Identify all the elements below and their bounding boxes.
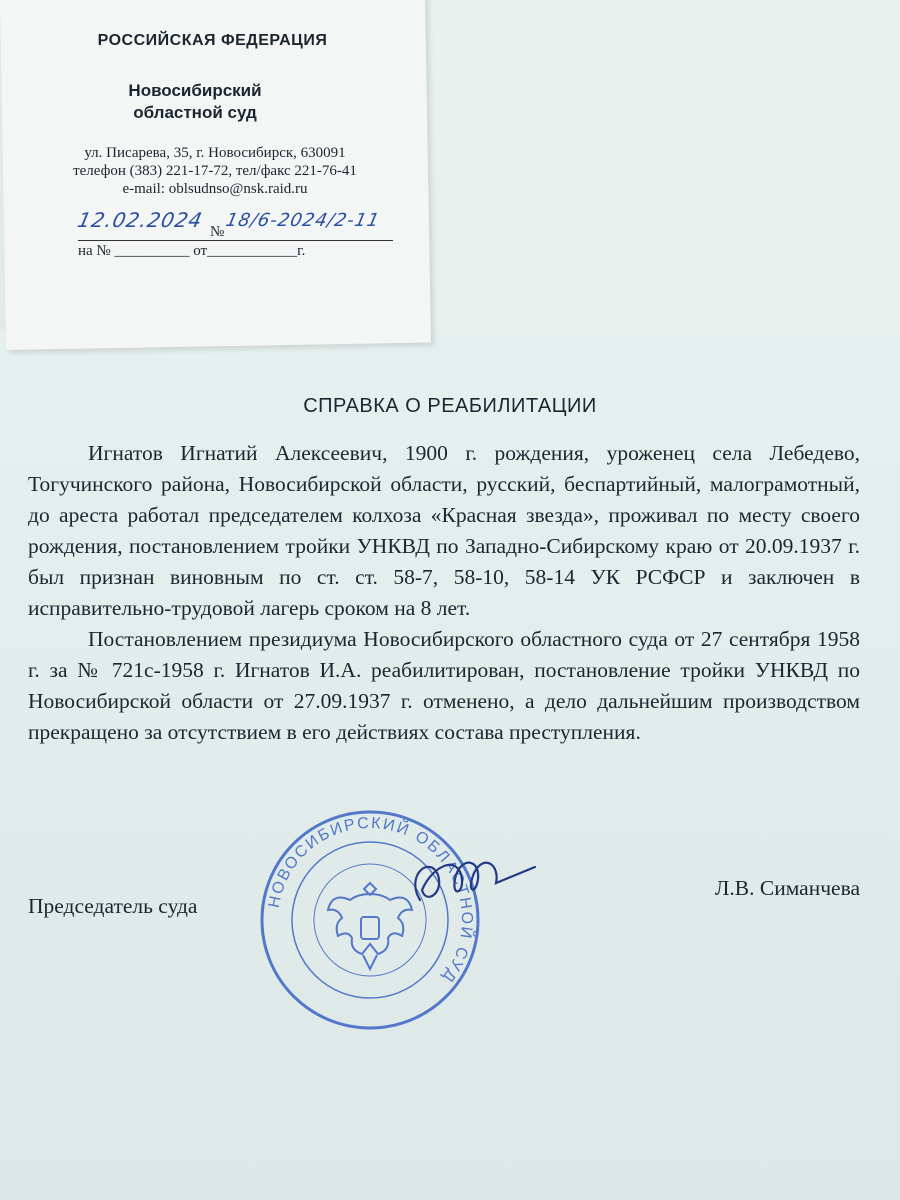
reference-from-label: от <box>193 243 208 259</box>
court-address: ул. Писарева, 35, г. Новосибирск, 630091 <box>84 145 346 161</box>
court-name <box>0 80 390 124</box>
court-name-line2: областной суд <box>133 103 257 122</box>
document-body <box>28 438 860 748</box>
reference-year-label: г. <box>297 243 306 259</box>
court-name-line1: Новосибирский <box>128 81 262 100</box>
registration-number-label: № <box>210 224 225 240</box>
court-contacts <box>20 144 410 198</box>
reference-number-label: на № <box>78 243 111 259</box>
signer-name: Л.В. Симанчева <box>714 876 860 900</box>
document-title: СПРАВКА О РЕАБИЛИТАЦИИ <box>303 395 597 417</box>
reference-line <box>78 243 408 260</box>
federation-title: РОССИЙСКАЯ ФЕДЕРАЦИЯ <box>97 32 328 49</box>
reference-date-blank: ____________ <box>207 243 298 259</box>
registration-line <box>75 208 408 242</box>
signature-block <box>28 876 860 916</box>
paragraph-rehabilitation: Постановлением президиума Новосибирского областного суда от 27 сентября 1958 г. за № 721с-1958 г. Игнатов И.А. реабилитирован, постановление тройки УНКВД по Новосибирской области от 27.09.1937 г. отменено, а дело дальнейшим производством прекращено за отсутствием в его действиях состава преступления. <box>28 627 860 744</box>
registration-date: 12.02.2024 <box>75 208 206 232</box>
paper-fold-area <box>420 0 900 335</box>
court-phone: телефон (383) 221-17-72, тел/факс 221-76-41 <box>73 163 357 179</box>
court-seal-stamp <box>255 805 485 1035</box>
reference-number-blank: __________ <box>114 243 190 259</box>
registration-number: 18/6-2024/2-11 <box>223 210 382 231</box>
court-email: e-mail: oblsudnso@nsk.raid.ru <box>122 181 308 197</box>
stamp-text: НОВОСИБИРСКИЙ ОБЛАСТНОЙ СУД <box>265 814 476 987</box>
registration-underline <box>78 240 393 241</box>
paragraph-biography: Игнатов Игнатий Алексеевич, 1900 г. рождения, уроженец села Лебедево, Тогучинского района, Новосибирской области, русский, беспартийный, малограмотный, до ареста работал председателем колхоза «Красная звезда», проживал по месту своего рождения, постановлением тройки УНКВД по Западно-Сибирскому краю от 20.09.1937 г. был признан виновным по ст. ст. 58-7, 58-10, 58-14 УК РСФСР и заключен в исправительно-трудовой лагерь сроком на 8 лет. <box>28 441 860 620</box>
signer-position: Председатель суда <box>28 894 198 918</box>
